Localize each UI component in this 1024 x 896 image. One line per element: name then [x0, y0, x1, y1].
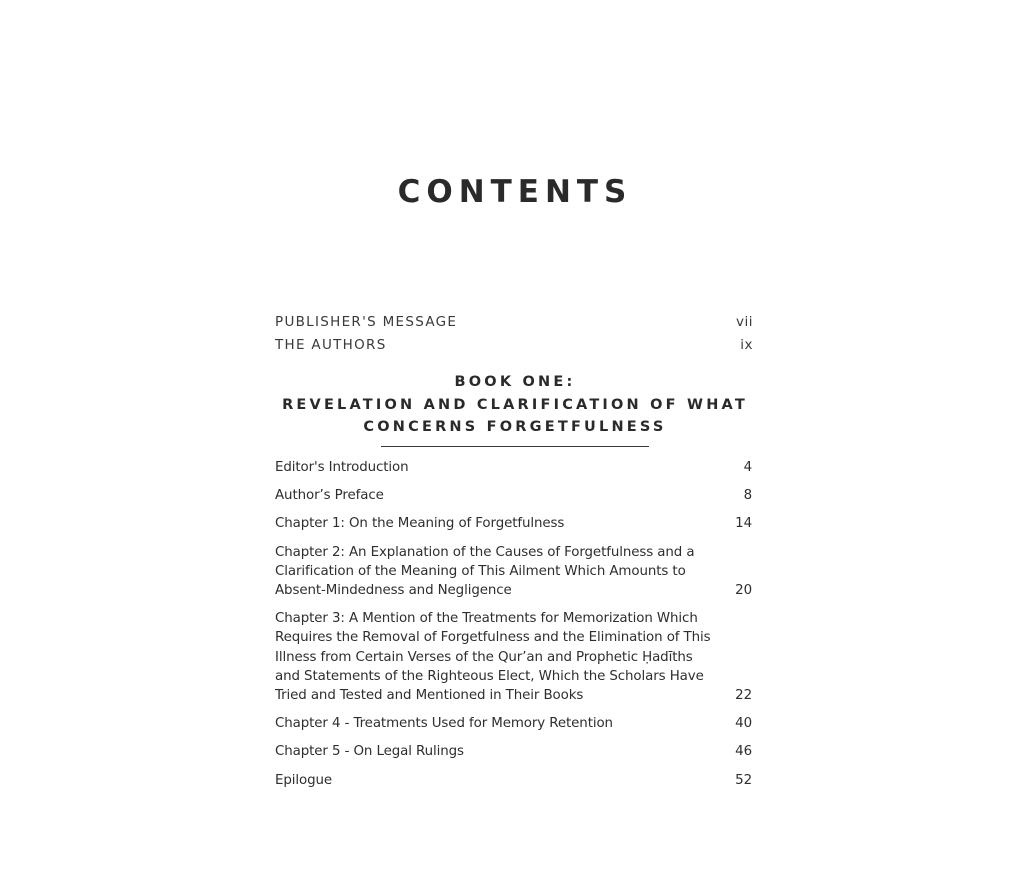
toc-row-label: THE AUTHORS: [275, 336, 387, 353]
book-heading-line: REVELATION AND CLARIFICATION OF WHAT: [282, 396, 748, 413]
toc-entry-title: Chapter 1: On the Meaning of Forgetfulness: [275, 516, 565, 532]
toc-row-the-authors[interactable]: [275, 337, 753, 360]
toc-row-page: vii: [736, 314, 753, 330]
toc-entry-page: 22: [735, 688, 752, 704]
heading-divider: [381, 446, 649, 447]
toc-entry-epilogue[interactable]: [275, 771, 752, 790]
toc-entry-title: Editor's Introduction: [275, 460, 409, 475]
toc-row-page: ix: [740, 336, 753, 353]
toc-entry-title: Author’s Preface: [275, 488, 384, 504]
toc-entry-title: Chapter 3: A Mention of the Treatments for Memorization Which Requires the Removal of Forgetfulness and the Elimination of This Illness from Certain Verses of the Qur’an and Prophetic Ḥadīths and Statements of the Righteous Elect, Which the Scholars Have Tried and Tested and Mentioned in Their Books: [275, 611, 711, 704]
toc-entry-title: Chapter 5 - On Legal Rulings: [275, 744, 464, 760]
toc-entry-chapter-4[interactable]: [275, 714, 752, 733]
toc-row-publishers-message[interactable]: [275, 314, 753, 337]
toc-entry-title: Epilogue: [275, 772, 333, 788]
toc-list: [275, 458, 752, 799]
toc-entry-page: 14: [735, 516, 752, 532]
toc-entry-chapter-5[interactable]: [275, 742, 752, 761]
toc-entry-page: 52: [735, 772, 752, 788]
toc-entry-authors-preface[interactable]: [275, 486, 752, 505]
toc-entry-page: 4: [743, 460, 752, 475]
toc-entry-page: 8: [743, 488, 752, 504]
book-heading-line: BOOK ONE:: [454, 374, 576, 390]
toc-entry-chapter-2[interactable]: [275, 543, 752, 601]
book-heading: [275, 371, 755, 447]
front-matter-list: [275, 314, 753, 359]
toc-entry-title: Chapter 2: An Explanation of the Causes of Forgetfulness and a Clarification of the Meaning of This Ailment Which Amounts to Absent-Mindedness and Negligence: [275, 544, 695, 599]
toc-entry-chapter-1[interactable]: [275, 514, 752, 533]
toc-row-label: PUBLISHER'S MESSAGE: [275, 314, 458, 330]
toc-entry-title: Chapter 4 - Treatments Used for Memory Retention: [275, 716, 613, 732]
book-heading-line: CONCERNS FORGETFULNESS: [363, 419, 667, 435]
toc-entry-chapter-3[interactable]: [275, 609, 752, 705]
toc-entry-page: 40: [735, 716, 752, 732]
toc-entry-page: 46: [735, 744, 752, 760]
page-title: CONTENTS: [397, 174, 633, 210]
toc-entry-page: 20: [735, 583, 752, 599]
toc-entry-editors-introduction[interactable]: [275, 458, 752, 477]
